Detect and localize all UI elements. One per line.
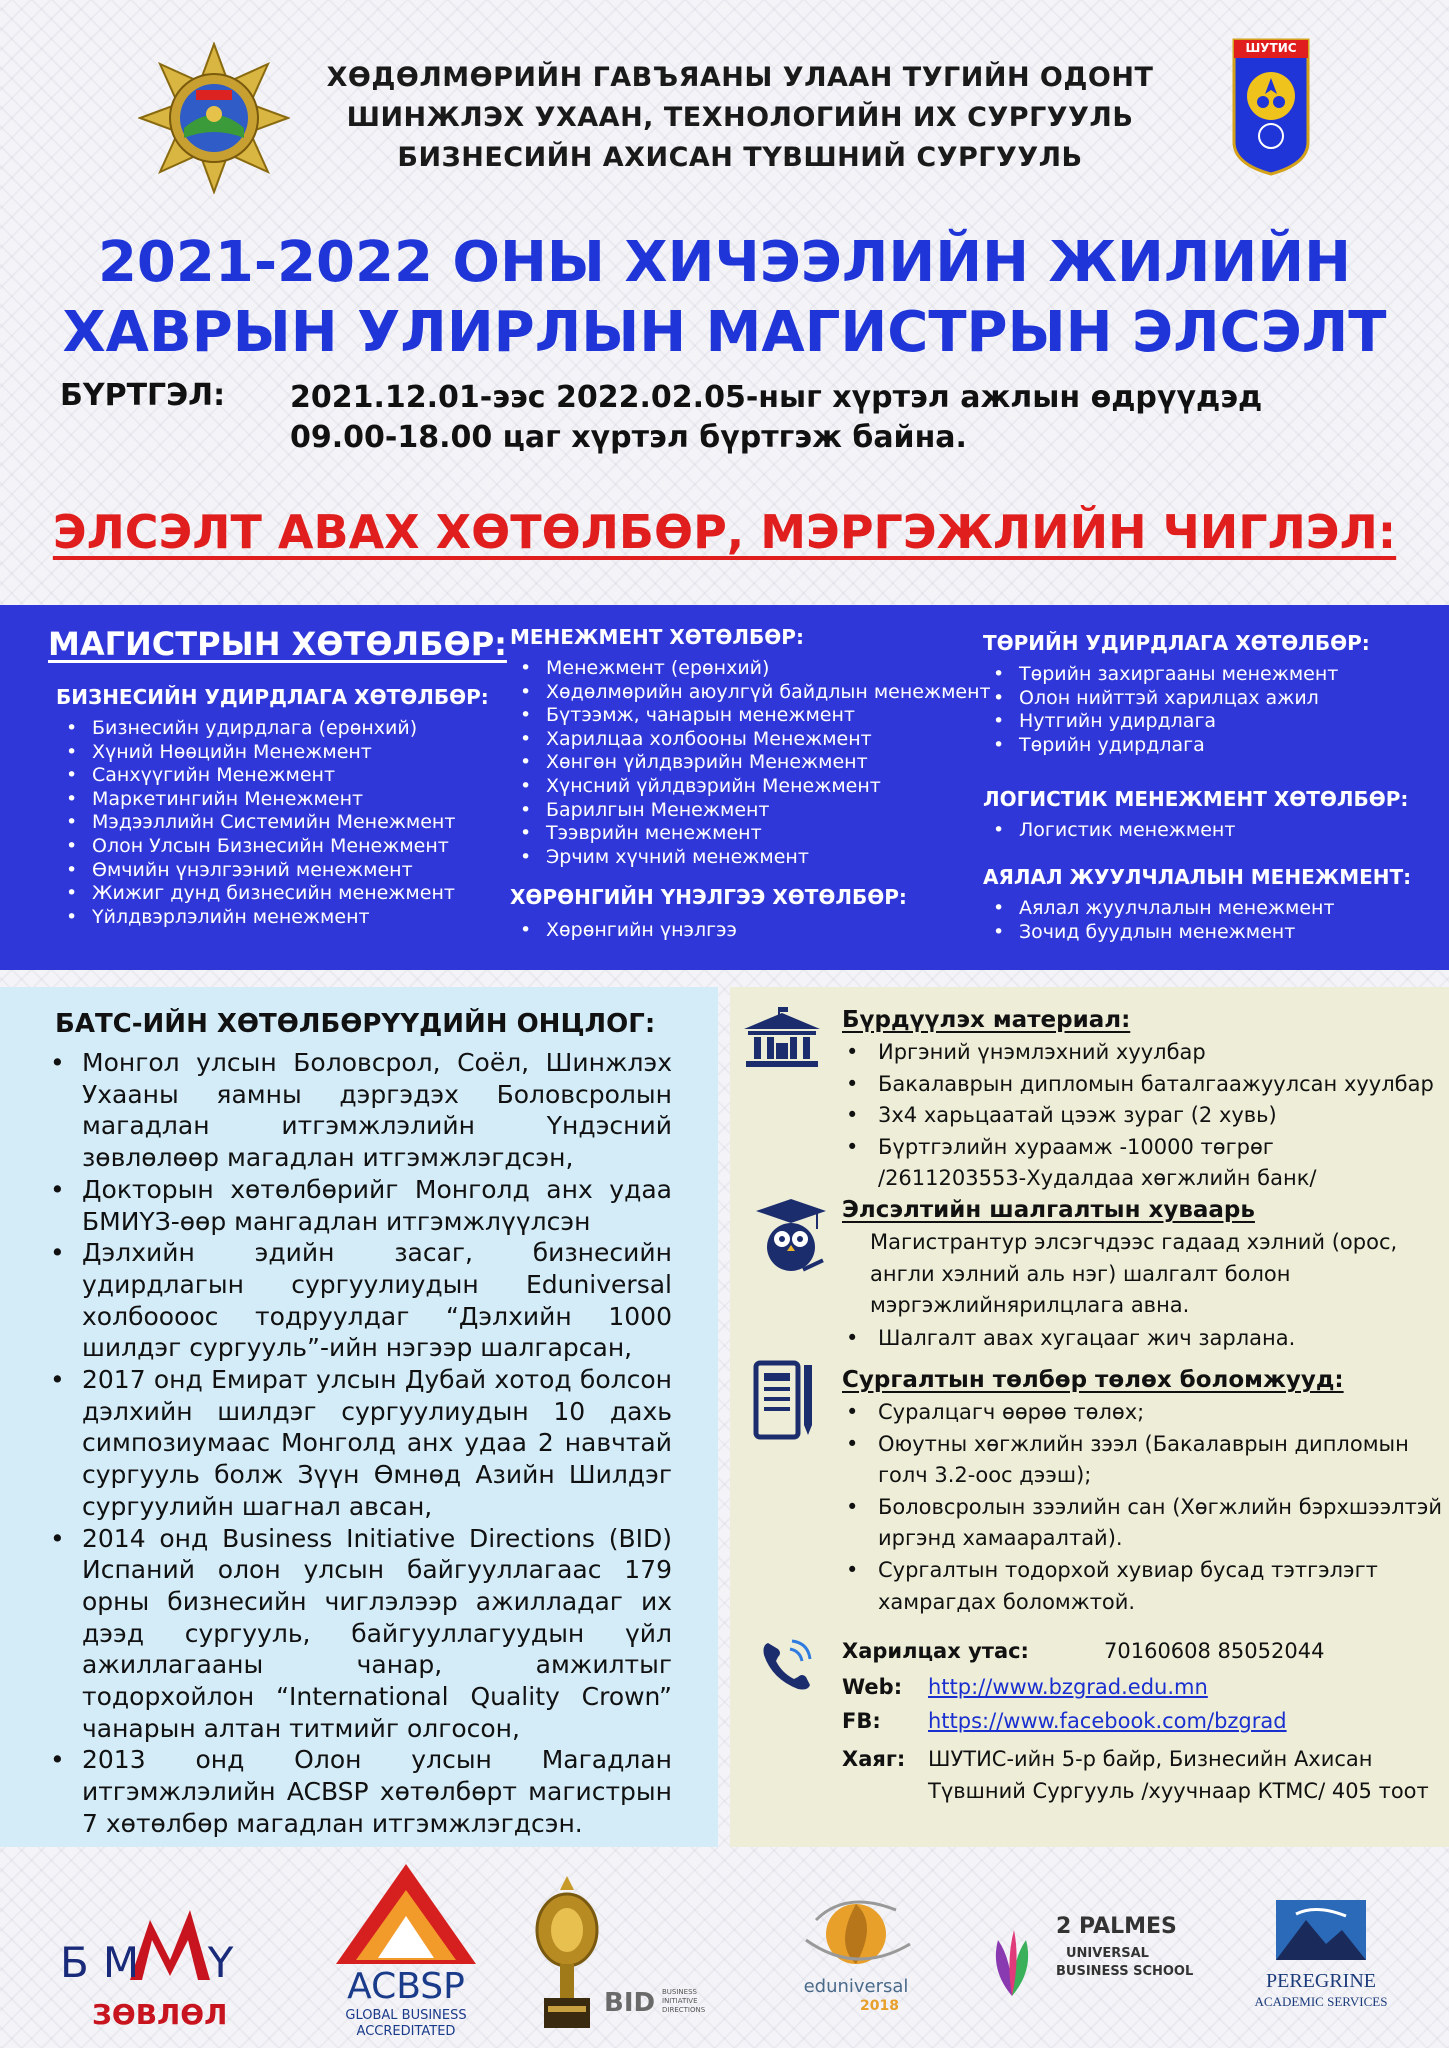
valuation-list xyxy=(510,919,991,943)
materials-title: Бүрдүүлэх материал: xyxy=(842,1007,1131,1033)
list-item: • Барилгын Менежмент xyxy=(510,799,991,823)
bmiuz-sub: ЗӨВЛӨЛ xyxy=(92,1998,228,2031)
list-item: • Бизнесийн удирдлага (ерөнхий) xyxy=(56,717,507,741)
list-item: • Хөнгөн үйлдвэрийн Менежмент xyxy=(510,751,991,775)
list-item-continued: хамрагдах боломжтой. xyxy=(878,1589,1136,1614)
list-item: • Төрийн захиргааны менежмент xyxy=(983,663,1411,687)
address-row xyxy=(842,1743,1429,1807)
badge-text: ШУТИС xyxy=(1245,41,1297,55)
registration-line-1: 2021.12.01-ээс 2022.02.05-ныг хүртэл ажлын өдрүүдэд xyxy=(290,380,1263,415)
acbsp-sub-2: ACCREDITATED xyxy=(356,2024,456,2039)
main-title-line-2: ХАВРЫН УЛИРЛЫН МАГИСТРЫН ЭЛСЭЛТ xyxy=(62,300,1387,365)
public-admin-title: ТӨРИЙН УДИРДЛАГА ХӨТӨЛБӨР: xyxy=(983,631,1370,655)
public-admin-list xyxy=(983,663,1411,757)
list-item-continued: голч 3.2-оос дээш); xyxy=(878,1463,1092,1488)
phone-numbers: 70160608 85052044 xyxy=(1104,1639,1325,1663)
exam-description xyxy=(870,1227,1397,1322)
list-item: • 3х4 харьцаатай цээж зураг (2 хувь) xyxy=(842,1100,1434,1132)
registration-label: БҮРТГЭЛ: xyxy=(60,378,226,413)
list-item: • Монгол улсын Боловсрол, Соёл, Шинжлэх Ухааны яамны дэргэдэх Боловсролын магадлан итгэмжлэлийн Үндэсний зөвлөлөөр магадлан итгэмжлэгдсэн, xyxy=(82,1047,672,1174)
tourism-title: АЯЛАЛ ЖУУЛЧЛАЛЫН МЕНЕЖМЕНТ: xyxy=(983,864,1412,889)
phone-label: Харилцах утас: xyxy=(842,1639,1029,1663)
management-list xyxy=(510,657,991,869)
list-item: • Хөрөнгийн үнэлгээ xyxy=(510,919,991,943)
materials-list xyxy=(842,1037,1434,1163)
list-item-continued: иргэнд хамааралтай). xyxy=(878,1526,1123,1551)
list-item: • Хүнсний үйлдвэрийн Менежмент xyxy=(510,775,991,799)
logistics-list xyxy=(983,819,1411,843)
public-admin-column xyxy=(983,631,1411,944)
management-title: МЕНЕЖМЕНТ ХӨТӨЛБӨР: xyxy=(510,625,804,649)
peregrine-sub: ACADEMIC SERVICES xyxy=(1254,1994,1388,2009)
list-item: • Хөдөлмөрийн аюулгүй байдлын менежмент xyxy=(510,681,991,705)
features-list xyxy=(82,1047,672,1840)
acbsp-main: ACBSP xyxy=(347,1966,465,2007)
bank-account: /2611203553-Худалдаа хөгжлийн банк/ xyxy=(878,1166,1317,1190)
institution-name xyxy=(300,58,1180,178)
peregrine-logo xyxy=(1246,1900,1396,2030)
list-item: • Суралцагч өөрөө төлөх; xyxy=(846,1400,1145,1424)
list-item: • Хүний Нөөцийн Менежмент xyxy=(56,741,507,765)
bmiuz-letters: БМ Y xyxy=(60,1938,248,1987)
valuation-title: ХӨРӨНГИЙН ҮНЭЛГЭЭ ХӨТӨЛБӨР: xyxy=(510,885,907,910)
list-item: • Үйлдвэрлэлийн менежмент xyxy=(56,906,507,930)
payment-title: Сургалтын төлбөр төлөх боломжууд: xyxy=(842,1367,1344,1393)
exam-line-2: англи хэлний аль нэг) шалгалт болон xyxy=(870,1261,1291,1286)
web-label: Web: xyxy=(842,1675,903,1699)
institution-line-3: БИЗНЕСИЙН АХИСАН ТҮВШНИЙ СУРГУУЛЬ xyxy=(397,142,1083,173)
exam-list xyxy=(842,1323,1295,1355)
list-item: • Боловсролын зээлийн сан (Хөгжлийн бэрхшээлтэй xyxy=(846,1494,1443,1519)
list-item: • Сургалтын тодорхой хувиар бусад тэтгэлэгт xyxy=(846,1557,1378,1582)
document-icon xyxy=(752,1359,818,1441)
list-item: • Нутгийн удирдлага xyxy=(983,710,1411,734)
payment-list xyxy=(842,1397,1442,1618)
list-item: • Бакалаврын дипломын баталгаажуулсан хуулбар xyxy=(842,1069,1434,1101)
main-title-line-1: 2021-2022 ОНЫ ХИЧЭЭЛИЙН ЖИЛИЙН xyxy=(97,230,1352,295)
list-item: • Өмчийн үнэлгээний менежмент xyxy=(56,859,507,883)
business-list xyxy=(56,717,507,929)
exam-title: Элсэлтийн шалгалтын хуваарь xyxy=(842,1197,1255,1223)
list-item: • Харилцаа холбооны Менежмент xyxy=(510,728,991,752)
features-panel xyxy=(0,987,718,1847)
list-item: • Бүртгэлийн хураамж -10000 төгрөг xyxy=(842,1132,1434,1164)
list-item: • Олон Улсын Бизнесийн Менежмент xyxy=(56,835,507,859)
eduniversal-year: 2018 xyxy=(860,1998,899,2014)
two-palmes-logo xyxy=(986,1910,1194,2020)
palmes-sub-1: UNIVERSAL xyxy=(1066,1946,1149,1961)
masters-column xyxy=(48,625,507,929)
list-item: • Аялал жуулчлалын менежмент xyxy=(983,897,1411,921)
logistics-title: ЛОГИСТИК МЕНЕЖМЕНТ ХӨТӨЛБӨР: xyxy=(983,787,1409,812)
list-item: • Иргэний үнэмлэхний хуулбар xyxy=(842,1037,1434,1069)
web-link[interactable]: http://www.bzgrad.edu.mn xyxy=(928,1675,1208,1699)
eduniversal-text: eduniversal xyxy=(803,1976,909,1997)
bid-small: BUSINESS INITIATIVE DIRECTIONS xyxy=(662,1988,706,2014)
tourism-list xyxy=(983,897,1411,944)
features-title: БАТС-ИЙН ХӨТӨЛБӨРҮҮДИЙН ОНЦЛОГ: xyxy=(55,1009,656,1039)
bid-text: BID xyxy=(604,1988,656,2018)
list-item: • Төрийн удирдлага xyxy=(983,734,1411,758)
bmiuz-logo xyxy=(60,1900,270,2030)
institution-line-2: ШИНЖЛЭХ УХААН, ТЕХНОЛОГИЙН ИХ СУРГУУЛЬ xyxy=(346,102,1134,133)
list-item: • Жижиг дунд бизнесийн менежмент xyxy=(56,882,507,906)
list-item: • Логистик менежмент xyxy=(983,819,1411,843)
institution-line-1: ХӨДӨЛМӨРИЙН ГАВЪЯАНЫ УЛААН ТУГИЙН ОДОНТ xyxy=(326,62,1154,93)
list-item: • Оюутны хөгжлийн зээл (Бакалаврын дипломын xyxy=(846,1431,1409,1456)
list-item: • Мэдээллийн Системийн Менежмент xyxy=(56,811,507,835)
phone-icon xyxy=(758,1635,818,1695)
list-item: • 2017 онд Емират улсын Дубай хотод болсон дэлхийн шилдэг сургуулиудын 10 дахь симпозиумаас Монголд анх удаа 2 навчтай сургууль болж Зүүн Өмнөд Азийн Шилдэг сургуулийн шагнал авсан, xyxy=(82,1364,672,1523)
business-title: БИЗНЕСИЙН УДИРДЛАГА ХӨТӨЛБӨР: xyxy=(56,685,489,709)
list-item: • Тээврийн менежмент xyxy=(510,822,991,846)
programs-title: ЭЛСЭЛТ АВАХ ХӨТӨЛБӨР, МЭРГЭЖЛИЙН ЧИГЛЭЛ: xyxy=(52,505,1397,559)
university-badge xyxy=(1232,38,1310,176)
eduniversal-logo xyxy=(786,1880,926,2030)
masters-title: МАГИСТРЫН ХӨТӨЛБӨР: xyxy=(48,625,507,663)
list-item: • 2013 онд Олон улсын Магадлан итгэмжлэлийн ACBSP хөтөлбөрт магистрын 7 хөтөлбөр магадлан итгэмжлэгдсэн. xyxy=(82,1744,672,1839)
fb-label: FB: xyxy=(842,1709,881,1733)
info-panel xyxy=(730,987,1449,1847)
list-item: • 2014 онд Business Initiative Directions (BID) Испаний олон улсын байгууллагаас 179 орны бизнесийн чиглэлээр ажилладаг их дээд сургууль, байгууллагуудын үйл ажиллагааны чанар, амжилтыг тодорхойлон “International Quality Crown” чанарын алтан титмийг олгосон, xyxy=(82,1523,672,1745)
list-item: • Эрчим хүчний менежмент xyxy=(510,846,991,870)
list-item: • Докторын хөтөлбөрийг Монголд анх удаа БМИҮЗ-өөр мангадлан итгэмжлүүлсэн xyxy=(82,1174,672,1237)
list-item: • Бүтээмж, чанарын менежмент xyxy=(510,704,991,728)
phone-row xyxy=(842,1639,1324,1663)
palmes-title: 2 PALMES xyxy=(1056,1914,1177,1939)
registration-text xyxy=(290,378,1262,458)
acbsp-sub-1: GLOBAL BUSINESS xyxy=(345,2008,467,2023)
peregrine-title: PEREGRINE xyxy=(1266,1970,1376,1992)
address-line-2: Түвшний Сургууль /хуучнаар КТМС/ 405 тоот xyxy=(928,1779,1429,1803)
bid-logo xyxy=(522,1870,722,2040)
list-item: • Маркетингийн Менежмент xyxy=(56,788,507,812)
programs-band xyxy=(0,605,1449,970)
fb-row xyxy=(842,1709,1287,1733)
list-item: • Олон нийттэй харилцах ажил xyxy=(983,687,1411,711)
exam-line-3: мэргэжлийнярилцлага авна. xyxy=(870,1293,1190,1318)
palmes-sub-2: BUSINESS SCHOOL xyxy=(1056,1964,1194,1979)
exam-line-1: Магистрантур элсэгчдээс гадаад хэлний (орос, xyxy=(870,1230,1398,1254)
address-line-1: ШУТИС-ийн 5-р байр, Бизнесийн Ахисан xyxy=(928,1747,1373,1771)
owl-icon xyxy=(754,1197,828,1273)
address-label: Хаяг: xyxy=(842,1747,906,1771)
management-column xyxy=(510,625,991,943)
main-title xyxy=(0,228,1449,368)
fb-link[interactable]: https://www.facebook.com/bzgrad xyxy=(928,1709,1287,1733)
list-item: • Менежмент (ерөнхий) xyxy=(510,657,991,681)
web-row xyxy=(842,1675,1208,1699)
acbsp-logo xyxy=(326,1860,486,2040)
registration-line-2: 09.00-18.00 цаг хүртэл бүртгэж байна. xyxy=(290,420,967,455)
order-emblem xyxy=(138,42,290,194)
partner-logos xyxy=(0,1860,1449,2048)
list-item: • Шалгалт авах хугацааг жич зарлана. xyxy=(842,1323,1295,1355)
list-item: • Санхүүгийн Менежмент xyxy=(56,764,507,788)
list-item: • Зочид буудлын менежмент xyxy=(983,921,1411,945)
building-icon xyxy=(742,1007,822,1067)
list-item: • Дэлхийн эдийн засаг, бизнесийн удирдлагын сургуулиудын Eduniversal холбоооос тодруулдаг “Дэлхийн 1000 шилдэг сургууль”-ийн нэгээр шалгарсан, xyxy=(82,1237,672,1364)
